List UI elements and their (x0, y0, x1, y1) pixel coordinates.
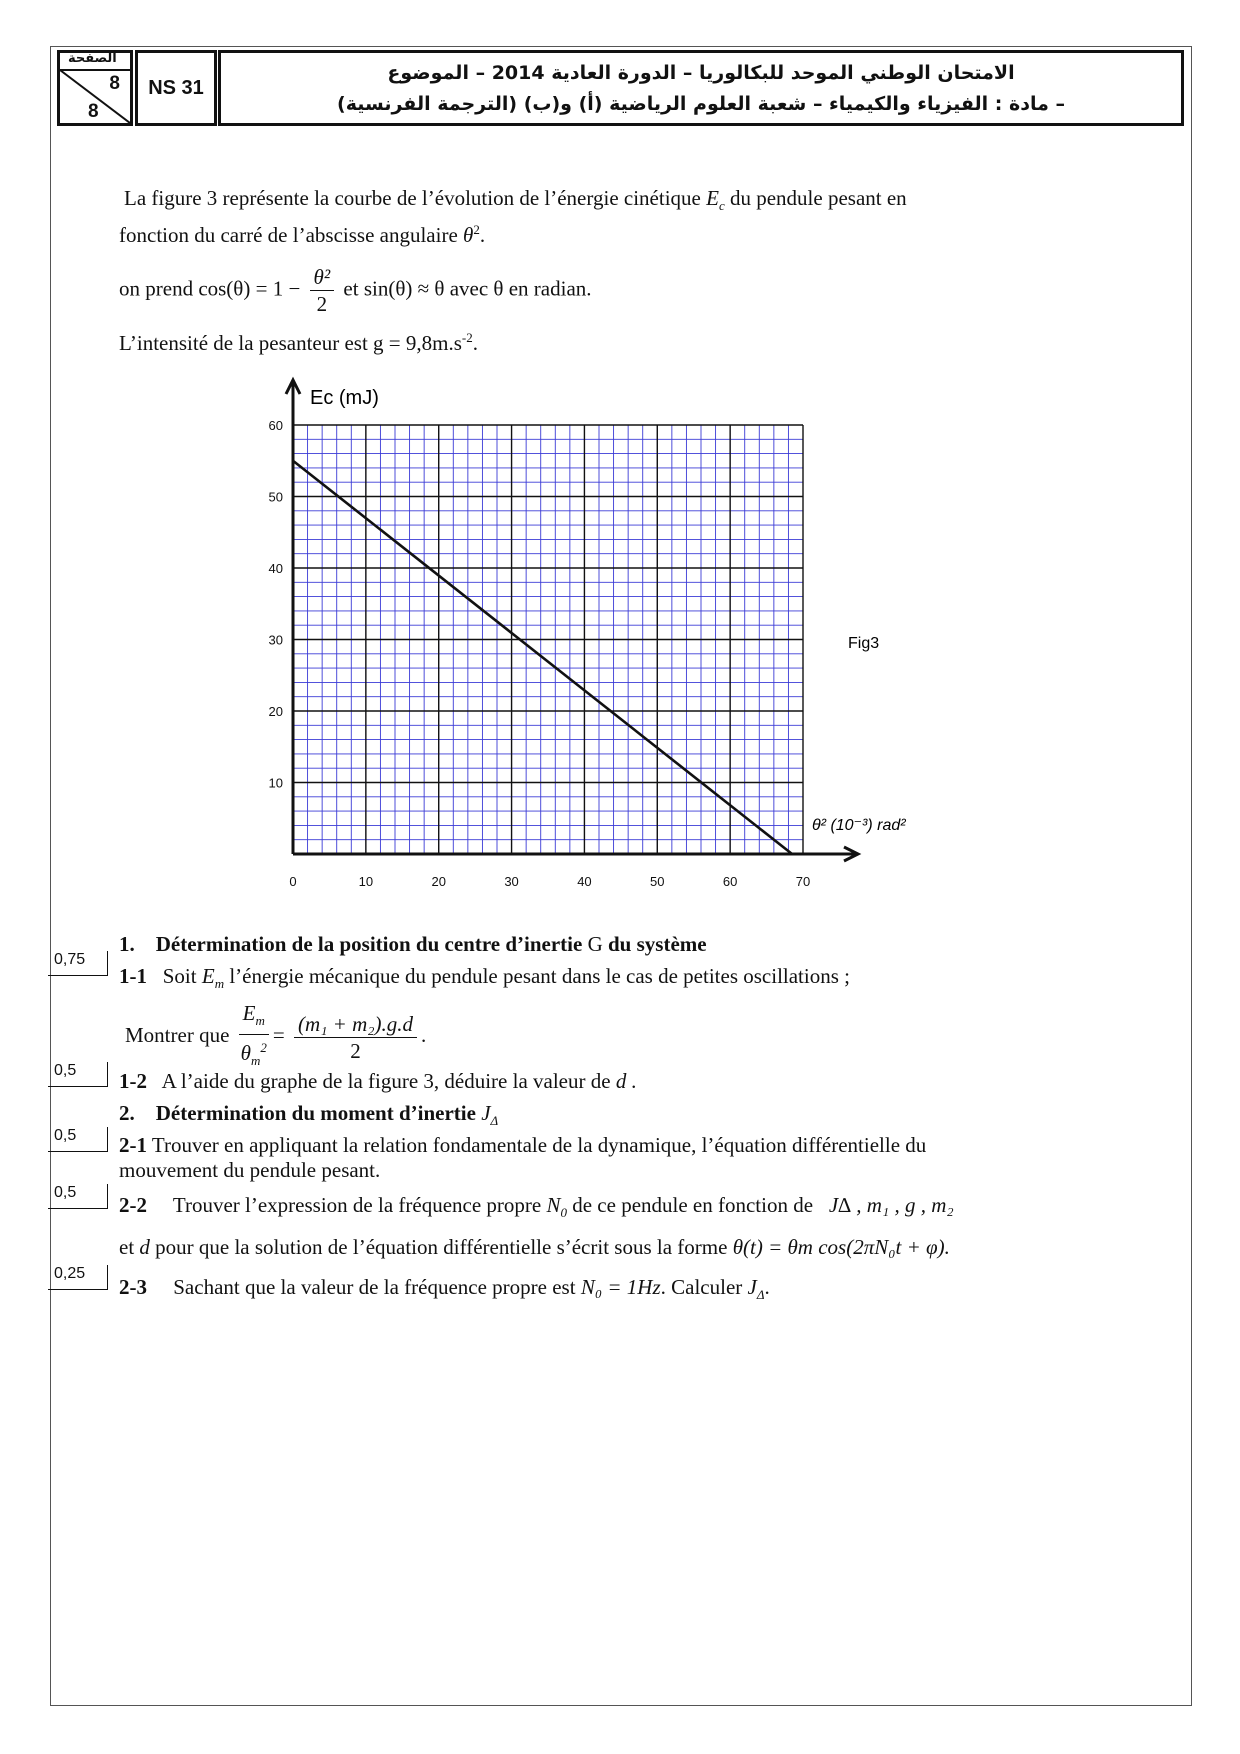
page-label: الصفحة (68, 51, 117, 66)
section1-number: 1. (119, 932, 135, 956)
question-2-1 (119, 1133, 926, 1158)
solution-formula: θ(t) = θm cos(2πN₀t + φ). (732, 1235, 950, 1259)
sin-approx: et sin(θ) ≈ θ avec θ en radian. (343, 276, 592, 301)
question-1-1 (119, 964, 850, 992)
score-2-3: 0,25 (48, 1265, 108, 1290)
intro-paragraph-line1 (124, 186, 907, 214)
intro-text-a: La figure 3 représente la courbe de l’évolution de l’énergie cinétique (124, 186, 701, 210)
exam-title (218, 50, 1184, 126)
x-tick-label: 40 (577, 874, 592, 889)
question-1-2 (119, 1069, 637, 1094)
x-tick-label: 20 (431, 874, 446, 889)
x-tick-label: 60 (722, 874, 738, 889)
question-2-1-cont: mouvement du pendule pesant. (119, 1158, 381, 1182)
j-delta-var-2: $J_\Delta$ (747, 1275, 765, 1303)
q22-vars: J∆ , m₁ , g , m₂ (828, 1193, 954, 1217)
fig3-chart (0, 370, 1240, 910)
y-tick-label: 50 (268, 489, 283, 505)
score-1-2: 0,5 (48, 1062, 108, 1087)
intro-paragraph-line2: fonction du carré de l’abscisse angulaire $\theta^2$. (119, 222, 486, 247)
theta-fraction-den: 2 (316, 292, 328, 316)
theta-exponent: 2 (473, 222, 480, 237)
exam-title-line1: الامتحان الوطني الموحد للبكالوريا – الدورة العادية 2014 – الموضوع (387, 62, 1015, 84)
section2-number: 2. (119, 1101, 135, 1125)
cos-approx: on prend cos(θ) = 1 − (119, 276, 301, 301)
q21-label: 2-1 (119, 1133, 147, 1157)
j-delta-var: $J_\Delta$ (481, 1101, 499, 1129)
page-number-box (57, 50, 133, 126)
d-var: d (139, 1235, 150, 1259)
y-tick-label: 20 (268, 704, 283, 719)
q23-text: Sachant que la valeur de la fréquence propre est (173, 1275, 576, 1299)
major-gridlines (293, 425, 803, 854)
q23-value: N₀ = 1Hz (580, 1275, 661, 1299)
x-axis-label: θ² (10⁻³) rad² (812, 817, 906, 834)
question-2-2-cont (119, 1235, 950, 1260)
q22-line2-text: pour que la solution de l’équation différentielle s’écrit sous la forme (155, 1235, 728, 1259)
section2-heading (119, 1101, 498, 1129)
gravity-line: L’intensité de la pesanteur est $g = 9,8m.s^{-2}$. (119, 330, 479, 355)
em-variable: $E_m$ (201, 964, 225, 992)
x-tick-label: 0 (289, 874, 297, 889)
q11-label: 1-1 (119, 964, 147, 988)
em-fraction-num: $E_m$ (239, 1000, 269, 1035)
x-tick-label: 30 (504, 874, 519, 889)
mass-fraction-num: (m₁ + m₂).g.d (294, 1011, 417, 1038)
exam-code: NS 31 (135, 50, 217, 126)
section1-title-end: du système (608, 932, 707, 956)
q12-label: 1-2 (119, 1069, 147, 1093)
q21-text: Trouver en appliquant la relation fondamentale de la dynamique, l’équation différentielle du (151, 1133, 927, 1157)
mass-fraction (294, 1011, 417, 1064)
x-tick-label: 70 (795, 874, 811, 889)
q23-label: 2-3 (119, 1275, 147, 1299)
page-current: 8 (109, 73, 120, 94)
section2-title: Détermination du moment d’inertie (155, 1101, 476, 1125)
ec-line (293, 461, 792, 854)
figure-caption: Fig3 (848, 635, 880, 652)
score-2-2: 0,5 (48, 1184, 108, 1209)
x-tick-label: 10 (358, 874, 374, 889)
y-tick-label: 10 (268, 775, 283, 791)
x-tick-label: 50 (650, 874, 665, 889)
ec-subscript: c (718, 198, 725, 214)
ec-variable: E (706, 186, 719, 210)
q23-text-b: . Calculer (660, 1275, 743, 1299)
score-1-1: 0,75 (48, 951, 108, 976)
q11-show: Montrer que (125, 1023, 230, 1047)
theta-fraction-num: θ² (310, 264, 335, 291)
q22-text: Trouver l’expression de la fréquence propre (172, 1193, 542, 1217)
y-tick-label: 40 (268, 561, 283, 576)
q22-line2-et: et (119, 1235, 135, 1259)
section1-heading (119, 932, 707, 957)
em-fraction-den: $\theta_m^2$ (240, 1040, 267, 1069)
q22-label: 2-2 (119, 1193, 147, 1217)
y-axis-label: Ec (mJ) (310, 387, 379, 409)
data-series (293, 461, 792, 854)
page-total: 8 (88, 101, 99, 122)
section1-title: Détermination de la position du centre d’inertie (155, 932, 583, 956)
approximation-line (119, 264, 592, 317)
question-2-2 (119, 1193, 954, 1221)
question-2-3: 2-3 Sachant que la valeur de la fréquence propre est N₀ = 1Hz. Calculer $J_\Delta$. (119, 1275, 770, 1303)
question-1-1-formula: Montrer que $\frac{E_m}{\theta_m^2}$ = $\frac{\text{(m₁ + m₂).g.d}}{2}$ . (125, 1000, 426, 1074)
q12-text: A l’aide du graphe de la figure 3, déduire la valeur de (161, 1069, 611, 1093)
q11-text-a: Soit (162, 964, 197, 988)
q12-var: d . (615, 1069, 637, 1093)
gravity-text: L’intensité de la pesanteur est g = 9,8m.s (119, 331, 462, 355)
n0-var: $N_0$ (546, 1193, 567, 1221)
y-tick-label: 30 (268, 632, 283, 648)
theta-variable: θ (463, 223, 474, 247)
section1-g: G (587, 932, 603, 956)
em-over-theta-fraction (239, 1000, 269, 1074)
axes (286, 380, 858, 861)
q11-text-b: l’énergie mécanique du pendule pesant dans le cas de petites oscillations ; (229, 964, 850, 988)
intro-text-b: du pendule pesant en (729, 186, 907, 210)
score-2-1: 0,5 (48, 1127, 108, 1152)
mass-fraction-den: 2 (350, 1038, 361, 1063)
y-tick-label: 60 (268, 418, 283, 433)
exam-title-line2: – مادة : الفيزياء والكيمياء – شعبة العلوم الرياضية (أ) و(ب) (الترجمة الفرنسية) (337, 93, 1065, 115)
intro-text-c: fonction du carré de l’abscisse angulaire (119, 223, 458, 247)
theta-fraction (310, 264, 335, 317)
q22-text-b: de ce pendule en fonction de (572, 1193, 814, 1217)
gravity-exponent: -2 (461, 330, 473, 345)
